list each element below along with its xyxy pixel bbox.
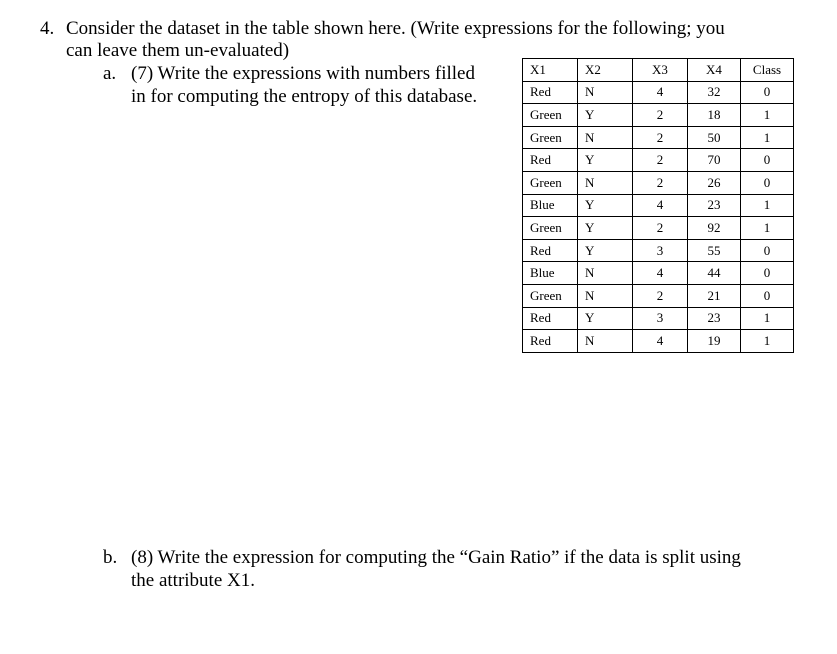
cell-x1: Green	[523, 171, 578, 194]
table-row	[523, 239, 794, 262]
table-row	[523, 217, 794, 240]
cell-x4: 23	[688, 194, 741, 217]
cell-x2: Y	[578, 217, 633, 240]
cell-x4: 23	[688, 307, 741, 330]
cell-x2: N	[578, 262, 633, 285]
question-text-line-1: Consider the dataset in the table shown here. (Write expressions for the following; you	[66, 18, 725, 39]
cell-x1: Green	[523, 217, 578, 240]
cell-class: 1	[741, 126, 794, 149]
cell-x4: 26	[688, 171, 741, 194]
cell-x4: 32	[688, 81, 741, 104]
cell-x3: 4	[633, 194, 688, 217]
table-row	[523, 149, 794, 172]
table-row	[523, 126, 794, 149]
cell-class: 1	[741, 194, 794, 217]
table-row	[523, 104, 794, 127]
cell-x2: Y	[578, 307, 633, 330]
cell-x4: 18	[688, 104, 741, 127]
cell-x4: 44	[688, 262, 741, 285]
table-row	[523, 330, 794, 353]
cell-class: 0	[741, 171, 794, 194]
question-text-line-2: can leave them un-evaluated)	[66, 40, 290, 61]
cell-x2: N	[578, 330, 633, 353]
cell-x3: 2	[633, 126, 688, 149]
table-header-row	[523, 59, 794, 82]
cell-x1: Red	[523, 149, 578, 172]
cell-x3: 2	[633, 149, 688, 172]
cell-class: 0	[741, 239, 794, 262]
table-row	[523, 284, 794, 307]
table-row	[523, 171, 794, 194]
table-row	[523, 262, 794, 285]
cell-x1: Green	[523, 104, 578, 127]
cell-x1: Red	[523, 330, 578, 353]
cell-class: 1	[741, 330, 794, 353]
cell-x1: Red	[523, 307, 578, 330]
part-a-label: a.	[103, 63, 117, 84]
cell-class: 1	[741, 217, 794, 240]
question-number: 4.	[40, 18, 55, 39]
cell-x3: 2	[633, 104, 688, 127]
cell-x4: 21	[688, 284, 741, 307]
cell-x4: 70	[688, 149, 741, 172]
cell-class: 0	[741, 262, 794, 285]
header-x1: X1	[523, 59, 578, 82]
table-row	[523, 307, 794, 330]
part-a-text-line-1: (7) Write the expressions with numbers filled	[131, 63, 475, 84]
cell-class: 1	[741, 104, 794, 127]
cell-x3: 2	[633, 171, 688, 194]
cell-x2: N	[578, 126, 633, 149]
cell-x2: Y	[578, 104, 633, 127]
cell-x2: Y	[578, 194, 633, 217]
cell-x1: Red	[523, 239, 578, 262]
cell-x3: 3	[633, 307, 688, 330]
table-body	[523, 81, 794, 352]
cell-x2: N	[578, 284, 633, 307]
cell-x4: 92	[688, 217, 741, 240]
cell-x1: Green	[523, 126, 578, 149]
cell-x3: 3	[633, 239, 688, 262]
cell-x3: 2	[633, 284, 688, 307]
header-x2: X2	[578, 59, 633, 82]
cell-x2: N	[578, 81, 633, 104]
part-b-label: b.	[103, 547, 118, 568]
cell-x3: 4	[633, 330, 688, 353]
header-x3: X3	[633, 59, 688, 82]
cell-x3: 4	[633, 81, 688, 104]
cell-x1: Green	[523, 284, 578, 307]
header-class: Class	[741, 59, 794, 82]
cell-x3: 4	[633, 262, 688, 285]
cell-class: 0	[741, 284, 794, 307]
cell-x4: 50	[688, 126, 741, 149]
part-b-text-line-2: the attribute X1.	[131, 570, 255, 591]
cell-x4: 55	[688, 239, 741, 262]
cell-x2: Y	[578, 239, 633, 262]
part-b-text-line-1: (8) Write the expression for computing the “Gain Ratio” if the data is split using	[131, 547, 741, 568]
cell-x2: N	[578, 171, 633, 194]
cell-x1: Blue	[523, 194, 578, 217]
header-x4: X4	[688, 59, 741, 82]
cell-class: 0	[741, 149, 794, 172]
cell-x3: 2	[633, 217, 688, 240]
cell-x1: Blue	[523, 262, 578, 285]
cell-x1: Red	[523, 81, 578, 104]
dataset-table	[522, 58, 794, 353]
table-row	[523, 81, 794, 104]
cell-x2: Y	[578, 149, 633, 172]
cell-x4: 19	[688, 330, 741, 353]
cell-class: 1	[741, 307, 794, 330]
part-a-text-line-2: in for computing the entropy of this database.	[131, 86, 478, 107]
cell-class: 0	[741, 81, 794, 104]
table-row	[523, 194, 794, 217]
